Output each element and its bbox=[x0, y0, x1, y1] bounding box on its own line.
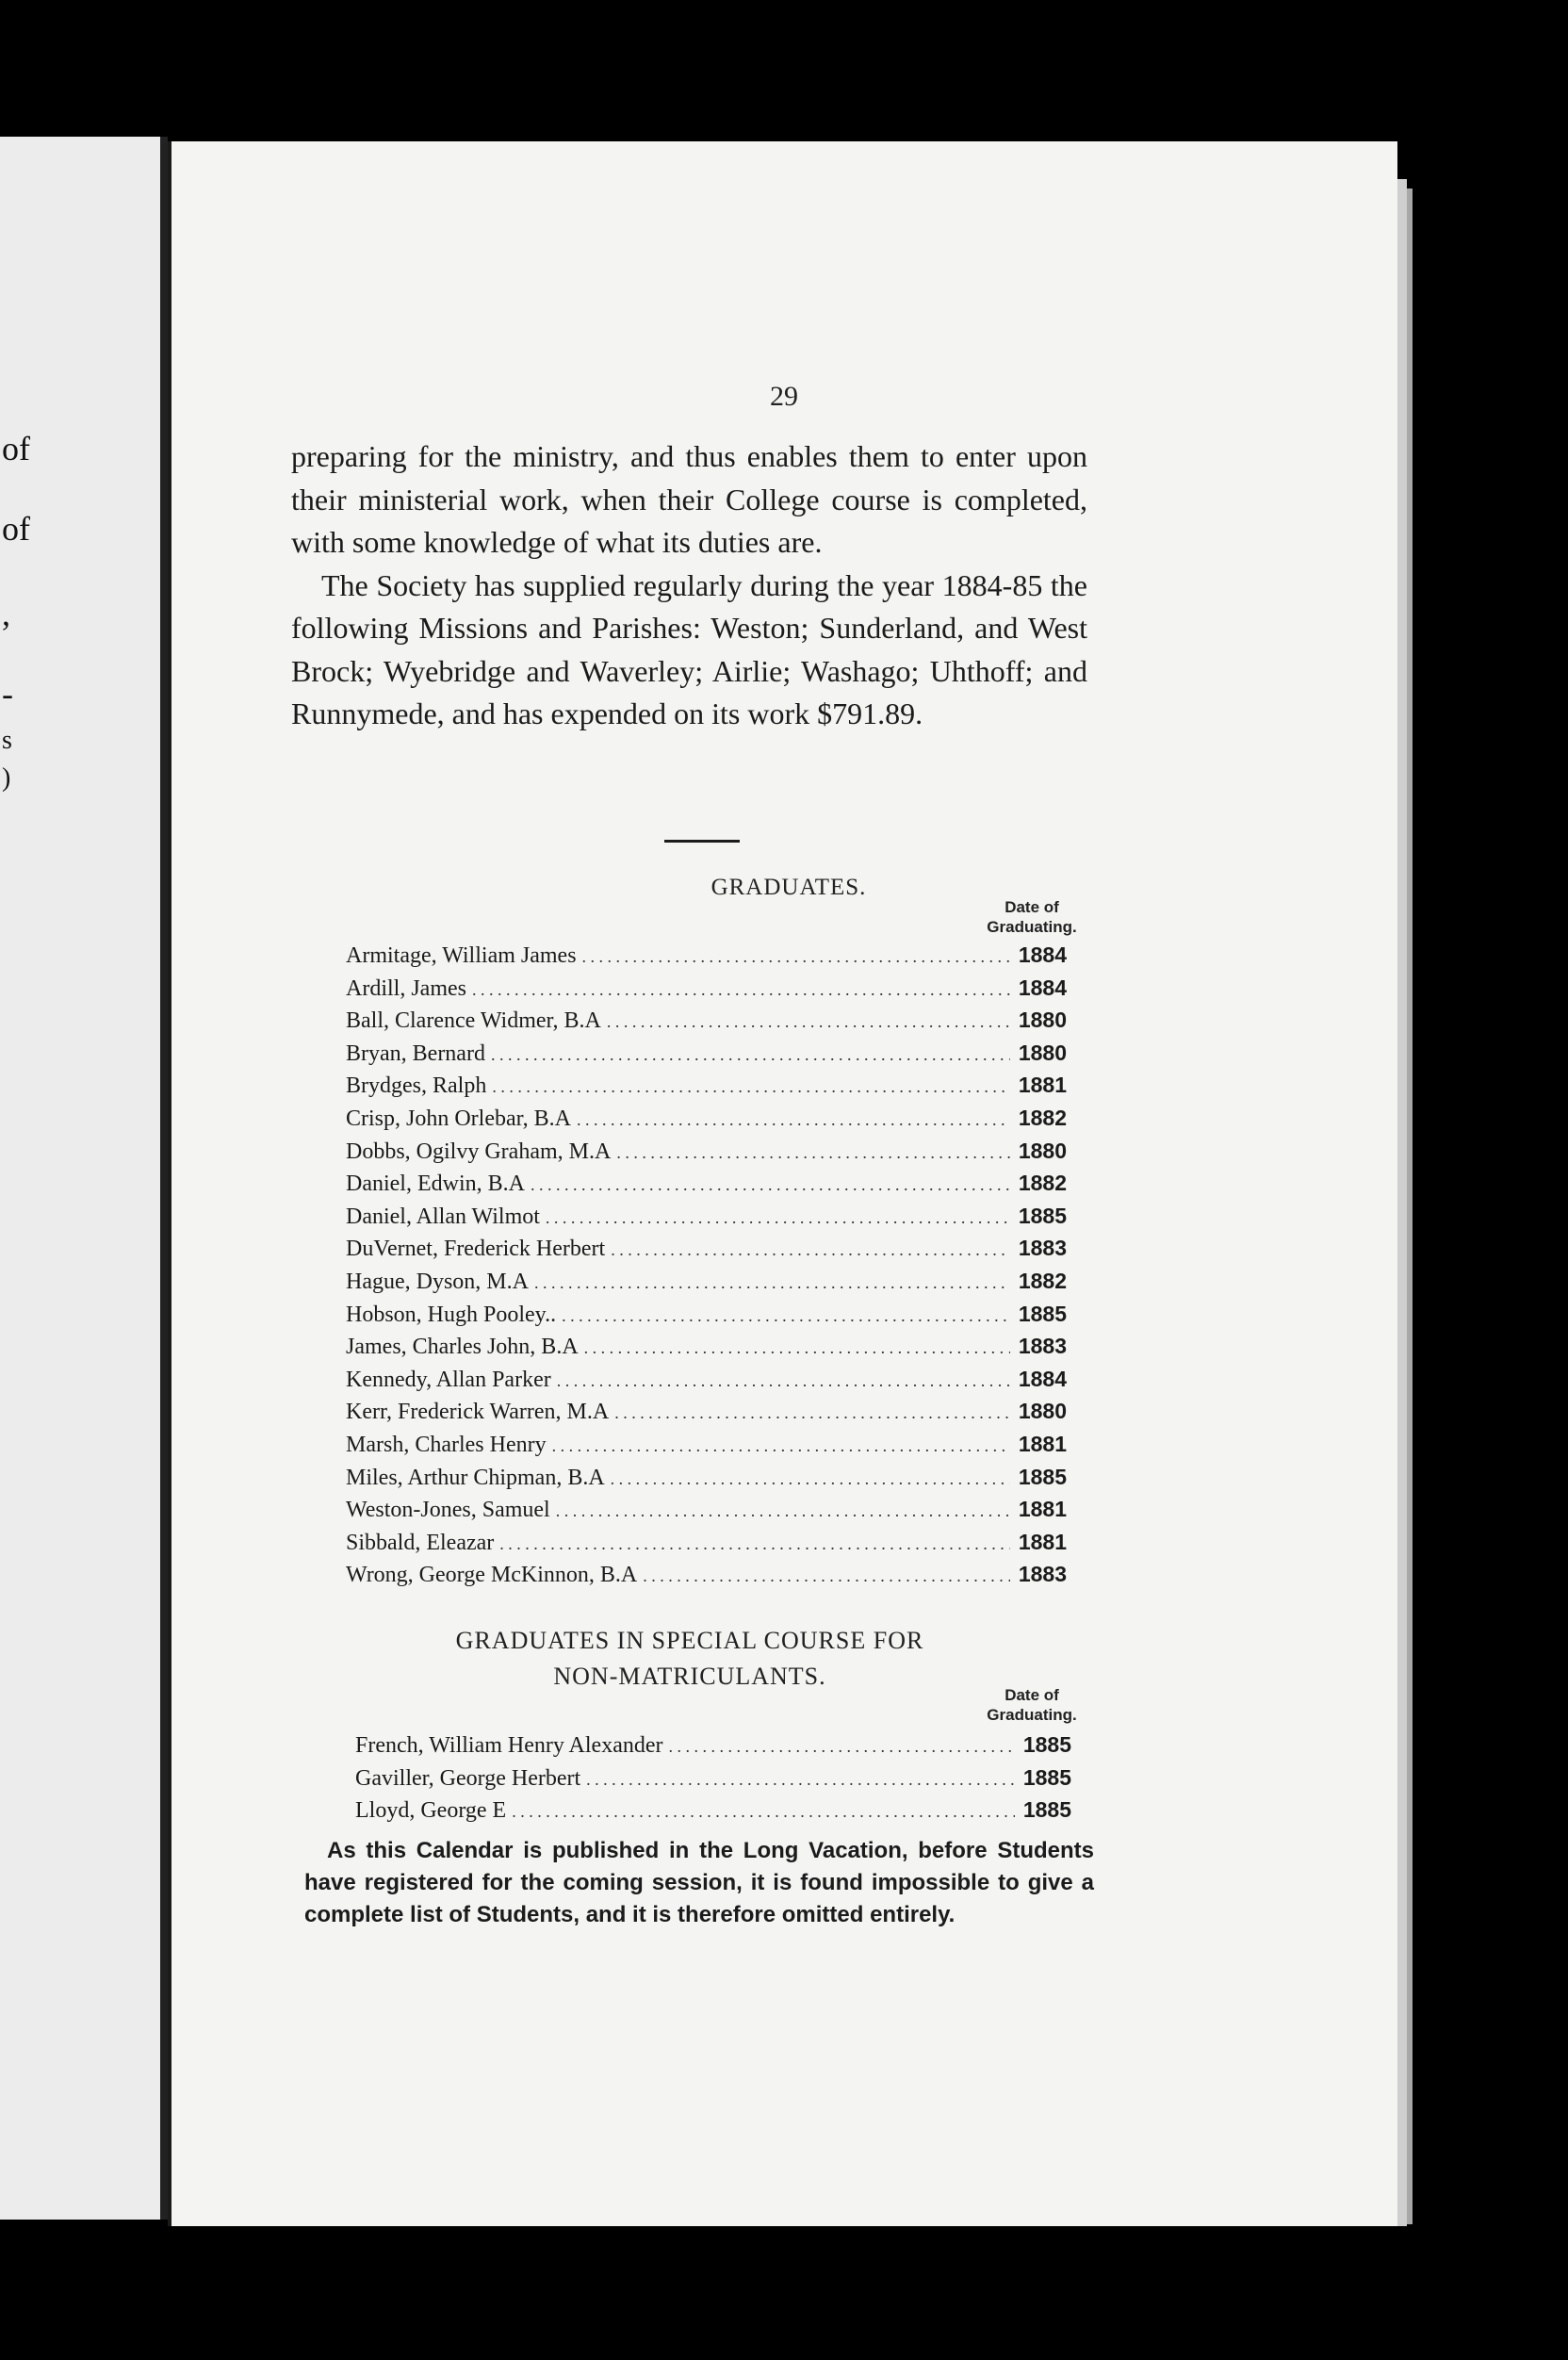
special-course-title-line: GRADUATES IN SPECIAL COURSE FOR bbox=[455, 1627, 924, 1654]
left-page-fragment: - bbox=[2, 675, 13, 713]
special-course-list bbox=[355, 1732, 1071, 1830]
list-item bbox=[346, 1530, 1067, 1563]
date-header-line: Date of bbox=[1004, 1686, 1059, 1704]
graduate-name: Weston-Jones, Samuel bbox=[346, 1498, 550, 1523]
graduate-name: Hobson, Hugh Pooley.. bbox=[346, 1302, 557, 1327]
page-edge bbox=[1397, 179, 1407, 2226]
list-item bbox=[346, 1171, 1067, 1204]
dot-leader bbox=[552, 1436, 1010, 1456]
list-item bbox=[346, 1106, 1067, 1139]
dot-leader bbox=[472, 980, 1010, 1000]
graduation-year: 1884 bbox=[1018, 975, 1067, 1000]
graduate-name: Crisp, John Orlebar, B.A bbox=[346, 1106, 572, 1131]
date-column-header bbox=[971, 897, 1093, 937]
dot-leader bbox=[616, 1143, 1010, 1163]
graduation-year: 1885 bbox=[1018, 1203, 1067, 1228]
dot-leader bbox=[584, 1338, 1010, 1358]
list-item bbox=[346, 1204, 1067, 1237]
left-page-fragment: of bbox=[2, 430, 30, 467]
list-item bbox=[346, 1334, 1067, 1367]
graduation-year: 1885 bbox=[1022, 1732, 1071, 1757]
list-item bbox=[346, 1497, 1067, 1530]
dot-leader bbox=[607, 1012, 1010, 1032]
calendar-note-text: As this Calendar is published in the Long Vacation, before Students have registered for the coming session, it is found impossible to give a complete list of Students, and it is therefore omitted entirely. bbox=[304, 1838, 1094, 1927]
graduation-year: 1885 bbox=[1022, 1797, 1071, 1823]
intro-text bbox=[291, 435, 1087, 736]
graduate-name: DuVernet, Frederick Herbert bbox=[346, 1237, 606, 1262]
graduate-name: Daniel, Allan Wilmot bbox=[346, 1204, 540, 1229]
list-item bbox=[346, 1465, 1067, 1498]
graduate-name: James, Charles John, B.A bbox=[346, 1335, 579, 1360]
graduation-year: 1882 bbox=[1018, 1171, 1067, 1196]
graduate-name: Bryan, Bernard bbox=[346, 1041, 485, 1066]
list-item bbox=[346, 1073, 1067, 1106]
book-gutter bbox=[160, 137, 168, 2220]
date-header-line: Graduating. bbox=[987, 1706, 1077, 1724]
list-item bbox=[346, 1041, 1067, 1073]
dot-leader bbox=[614, 1403, 1010, 1423]
graduation-year: 1882 bbox=[1018, 1105, 1067, 1130]
dot-leader bbox=[586, 1770, 1015, 1790]
left-page-fragment: of bbox=[2, 510, 30, 548]
dot-leader bbox=[611, 1240, 1010, 1260]
list-item bbox=[346, 1139, 1067, 1172]
graduates-list bbox=[346, 942, 1067, 1595]
calendar-note bbox=[304, 1835, 1094, 1931]
graduation-year: 1880 bbox=[1018, 1008, 1067, 1033]
list-item bbox=[346, 1236, 1067, 1269]
graduate-name: Brydges, Ralph bbox=[346, 1073, 487, 1099]
graduate-name: Sibbald, Eleazar bbox=[346, 1530, 495, 1555]
list-item bbox=[346, 1432, 1067, 1465]
graduate-name: Gaviller, George Herbert bbox=[355, 1765, 581, 1791]
page-edge-shadow bbox=[1407, 188, 1413, 2224]
list-item bbox=[346, 1399, 1067, 1432]
special-course-title bbox=[94, 1623, 1285, 1695]
dot-leader bbox=[556, 1501, 1010, 1521]
date-header-line: Date of bbox=[1004, 898, 1059, 916]
graduation-year: 1883 bbox=[1018, 1562, 1067, 1587]
graduate-name: Miles, Arthur Chipman, B.A bbox=[346, 1465, 605, 1490]
dot-leader bbox=[499, 1534, 1010, 1554]
dot-leader bbox=[582, 947, 1010, 967]
graduation-year: 1883 bbox=[1018, 1236, 1067, 1261]
graduation-year: 1881 bbox=[1018, 1431, 1067, 1456]
dot-leader bbox=[546, 1208, 1010, 1228]
dot-leader bbox=[492, 1077, 1010, 1097]
list-item bbox=[355, 1765, 1071, 1798]
graduation-year: 1882 bbox=[1018, 1268, 1067, 1293]
graduation-year: 1880 bbox=[1018, 1399, 1067, 1424]
graduation-year: 1880 bbox=[1018, 1138, 1067, 1163]
graduation-year: 1884 bbox=[1018, 942, 1067, 967]
graduation-year: 1885 bbox=[1018, 1301, 1067, 1326]
dot-leader bbox=[557, 1371, 1010, 1391]
special-date-column-header bbox=[971, 1685, 1093, 1725]
graduate-name: Ardill, James bbox=[346, 975, 466, 1001]
graduate-name: Kerr, Frederick Warren, M.A bbox=[346, 1400, 610, 1425]
intro-paragraph: preparing for the ministry, and thus enables them to enter upon their ministerial work, when their College course is completed, with some knowledge of what its duties are. bbox=[291, 439, 1087, 559]
graduation-year: 1884 bbox=[1018, 1366, 1067, 1391]
graduate-name: Wrong, George McKinnon, B.A bbox=[346, 1563, 638, 1588]
list-item bbox=[346, 1562, 1067, 1595]
graduation-year: 1881 bbox=[1018, 1529, 1067, 1554]
graduation-year: 1883 bbox=[1018, 1334, 1067, 1359]
list-item bbox=[346, 1269, 1067, 1302]
graduation-year: 1885 bbox=[1022, 1764, 1071, 1790]
list-item bbox=[346, 942, 1067, 975]
dot-leader bbox=[531, 1175, 1010, 1195]
left-page-fragment: ) bbox=[2, 763, 11, 793]
list-item bbox=[355, 1732, 1071, 1765]
graduate-name: Ball, Clarence Widmer, B.A bbox=[346, 1008, 601, 1034]
section-divider bbox=[664, 840, 740, 843]
left-facing-page bbox=[0, 137, 160, 2220]
page-number: 29 bbox=[770, 381, 798, 412]
left-page-fragment: , bbox=[2, 595, 10, 632]
intro-paragraph: The Society has supplied regularly during the year 1884-85 the following Missions and Parishes: Weston; Sunderland, and West Brock; Wyebridge and Waverley; Airlie; Washago; Uhthoff; and Runnymede, and has expended on its work $791.89. bbox=[291, 567, 1087, 730]
list-item bbox=[346, 1367, 1067, 1400]
dot-leader bbox=[643, 1566, 1010, 1586]
graduate-name: French, William Henry Alexander bbox=[355, 1733, 663, 1758]
list-item bbox=[346, 975, 1067, 1008]
list-item bbox=[346, 1302, 1067, 1335]
dot-leader bbox=[512, 1802, 1015, 1822]
dot-leader bbox=[669, 1737, 1016, 1757]
graduate-name: Armitage, William James bbox=[346, 943, 577, 968]
list-item bbox=[346, 1008, 1067, 1041]
graduate-name: Marsh, Charles Henry bbox=[346, 1432, 547, 1457]
left-page-fragment: s bbox=[2, 726, 12, 755]
graduate-name: Lloyd, George E bbox=[355, 1798, 507, 1824]
special-course-title-line: NON-MATRICULANTS. bbox=[553, 1663, 826, 1690]
graduate-name: Daniel, Edwin, B.A bbox=[346, 1172, 525, 1197]
graduation-year: 1881 bbox=[1018, 1073, 1067, 1098]
graduate-name: Hague, Dyson, M.A bbox=[346, 1269, 529, 1294]
graduates-title: GRADUATES. bbox=[710, 875, 867, 900]
graduation-year: 1885 bbox=[1018, 1464, 1067, 1489]
dot-leader bbox=[577, 1110, 1010, 1130]
dot-leader bbox=[534, 1273, 1010, 1293]
graduate-name: Kennedy, Allan Parker bbox=[346, 1367, 551, 1392]
graduate-name: Dobbs, Ogilvy Graham, M.A bbox=[346, 1139, 612, 1164]
date-header-line: Graduating. bbox=[987, 918, 1077, 936]
dot-leader bbox=[611, 1469, 1010, 1489]
graduation-year: 1880 bbox=[1018, 1040, 1067, 1065]
dot-leader bbox=[562, 1306, 1010, 1326]
dot-leader bbox=[491, 1045, 1010, 1065]
list-item bbox=[355, 1797, 1071, 1830]
graduation-year: 1881 bbox=[1018, 1497, 1067, 1522]
